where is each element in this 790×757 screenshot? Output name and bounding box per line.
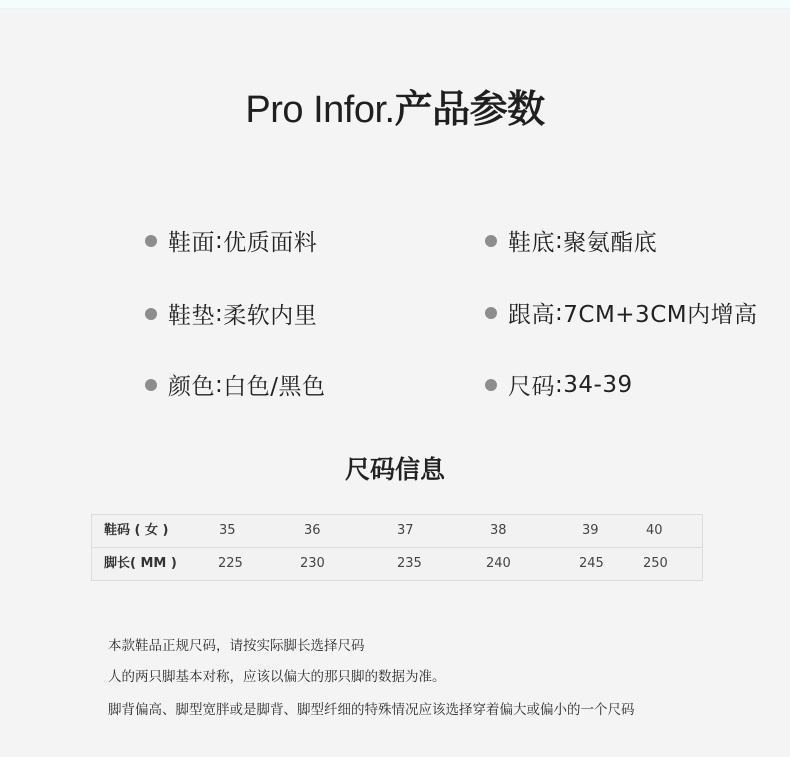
param-value: 7CM+3CM内增高 [563,302,758,328]
param-color [145,368,326,401]
param-value: 白色/黑色 [223,374,326,400]
param-value: 聚氨酯底 [563,230,658,256]
param-separator: : [215,300,224,327]
table-row-shoe-size [92,515,702,547]
param-value: 柔软内里 [223,303,318,329]
param-value: 优质面料 [223,230,318,256]
param-size [485,368,633,401]
table-cell: 39 [582,523,599,538]
param-separator: : [555,299,564,326]
table-cell: 36 [304,523,321,538]
page-title [0,78,790,133]
bullet-icon [145,235,157,247]
param-separator: : [555,371,564,398]
size-info-title: 尺码信息 [344,455,445,484]
page-title-cn: 产品参数 [394,87,545,131]
table-cell: 38 [490,523,507,538]
page-title-en: Pro Infor. [245,89,395,131]
param-label: 鞋底 [508,230,555,256]
table-cell: 235 [397,556,422,571]
param-separator: : [215,227,224,254]
bullet-icon [485,307,497,319]
table-cell: 245 [579,556,604,571]
size-table [91,514,703,581]
param-label: 跟高 [508,302,555,328]
param-separator: : [215,371,224,398]
bullet-icon [485,235,497,247]
row-label: 鞋码 ( 女 ) [104,523,169,538]
table-cell: 35 [219,523,236,538]
param-label: 颜色 [168,374,215,400]
table-row-foot-length [92,547,702,580]
bullet-icon [145,308,157,320]
param-separator: : [555,227,564,254]
size-note: 脚背偏高、脚型宽胖或是脚背、脚型纤细的特殊情况应该选择穿着偏大或偏小的一个尺码 [108,702,635,718]
param-value: 34-39 [563,371,633,398]
table-cell: 37 [397,523,414,538]
size-note: 本款鞋品正规尺码，请按实际脚长选择尺码 [108,638,365,654]
param-insole [145,297,317,330]
table-cell: 240 [486,556,511,571]
param-upper [145,224,317,257]
table-cell: 225 [218,556,243,571]
table-cell: 40 [646,523,663,538]
size-note: 人的两只脚基本对称，应该以偏大的那只脚的数据为准。 [108,669,446,685]
top-strip [0,0,790,9]
row-label: 脚长( MM ) [104,556,177,571]
bullet-icon [145,379,157,391]
param-label: 鞋垫 [168,303,215,329]
table-cell: 230 [300,556,325,571]
bullet-icon [485,379,497,391]
param-label: 鞋面 [168,230,215,256]
table-cell: 250 [643,556,668,571]
param-sole [485,224,657,257]
param-heel-height [485,296,758,329]
param-label: 尺码 [508,374,555,400]
